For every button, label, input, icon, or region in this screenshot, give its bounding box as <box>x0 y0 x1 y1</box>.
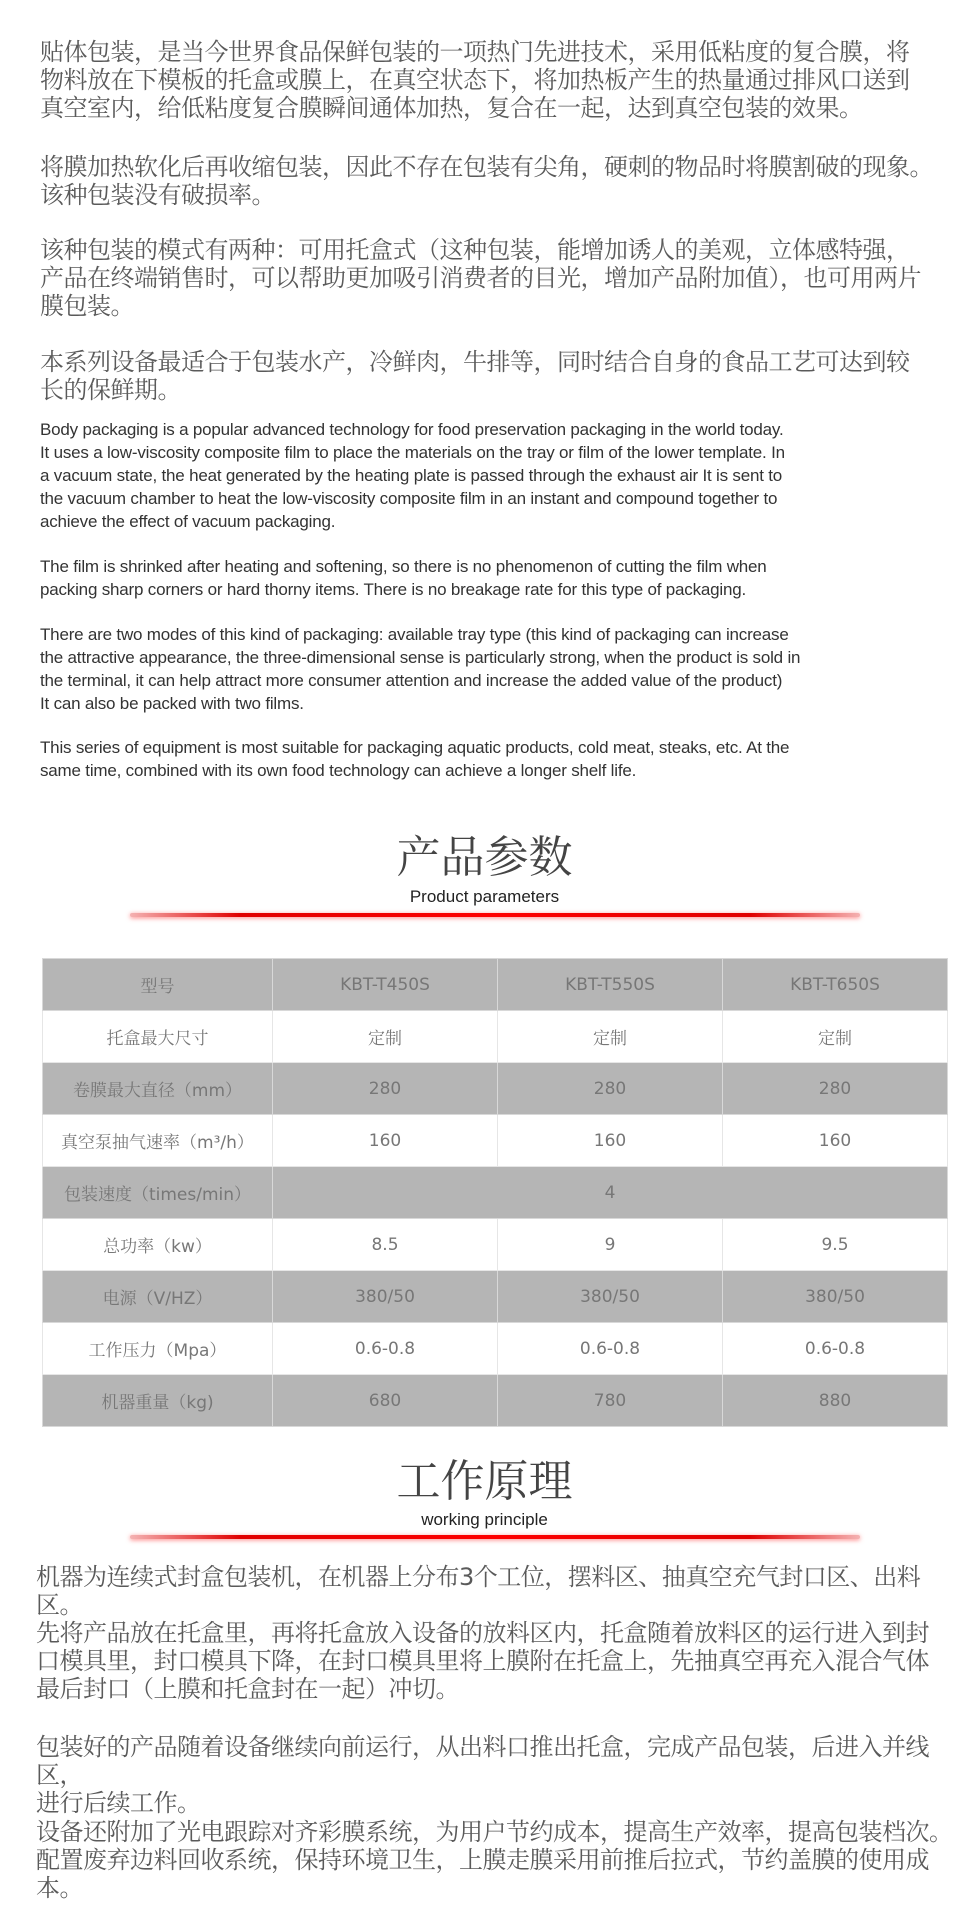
params-table <box>42 958 948 1427</box>
row-label-cell: 托盒最大尺寸 <box>43 1011 273 1063</box>
principle-paragraph-3: 包装好的产品随着设备继续向前运行，从出料口推出托盒，完成产品包装，后进入并线区， 进行后续工作。 <box>36 1733 929 1817</box>
intro-en-paragraph-4: This series of equipment is most suitable for packaging aquatic products, cold meat, steaks, etc. At the same time, combined with its own food technology can achieve a longer shelf life. <box>40 738 790 780</box>
intro-cn-paragraph-3: 该种包装的模式有两种：可用托盒式（这种包装，能增加诱人的美观，立体感特强， 产品在终端销售时，可以帮助更加吸引消费者的目光，增加产品附加值），也可用两片 膜包装。 <box>40 236 921 320</box>
value-cell: 280 <box>273 1063 498 1115</box>
principle-subtitle: working principle <box>421 1510 548 1529</box>
value-cell: 160 <box>273 1115 498 1167</box>
params-divider <box>130 913 860 917</box>
value-cell: KBT-T450S <box>273 959 498 1011</box>
value-cell: KBT-T650S <box>723 959 948 1011</box>
table-row <box>43 1375 948 1427</box>
value-cell: 160 <box>498 1115 723 1167</box>
intro-en-paragraph-1: Body packaging is a popular advanced technology for food preservation packaging in the world today. It uses a low-viscosity composite film to place the materials on the tray or film of the lower template. In a vacuum state, the heat generated by the heating plate is passed through the exhaust air It is sent to the vacuum chamber to heat the low-viscosity composite film in an instant and compound together to achieve the effect of vacuum packaging. <box>40 420 785 531</box>
principle-paragraph-2: 先将产品放在托盒里，再将托盒放入设备的放料区内，托盒随着放料区的运行进入到封 口模具里，封口模具下降，在封口模具里将上膜附在托盒上，先抽真空再充入混合气体 最后封口（上膜和托盒封在一起）冲切。 <box>36 1619 929 1703</box>
intro-cn-paragraph-4: 本系列设备最适合于包装水产，冷鲜肉，牛排等，同时结合自身的食品工艺可达到较 长的保鲜期。 <box>40 348 910 404</box>
row-label-cell: 电源（V/HZ） <box>43 1271 273 1323</box>
intro-en-paragraph-3: There are two modes of this kind of packaging: available tray type (this kind of packaging can increase the attractive appearance, the three-dimensional sense is particularly strong, when the product is sold in the terminal, it can help attract more consumer attention and increase the added value of the product) It can also be packed with two films. <box>40 625 801 713</box>
row-label-cell: 真空泵抽气速率（m³/h） <box>43 1115 273 1167</box>
row-label-cell: 包装速度（times/min） <box>43 1167 273 1219</box>
value-cell: 380/50 <box>498 1271 723 1323</box>
value-cell: 4 <box>273 1167 948 1219</box>
row-label-cell: 机器重量（kg) <box>43 1375 273 1427</box>
value-cell: 0.6-0.8 <box>498 1323 723 1375</box>
value-cell: 280 <box>723 1063 948 1115</box>
value-cell: 0.6-0.8 <box>723 1323 948 1375</box>
value-cell: 0.6-0.8 <box>273 1323 498 1375</box>
value-cell: 380/50 <box>723 1271 948 1323</box>
table-row <box>43 1219 948 1271</box>
principle-paragraph-1: 机器为连续式封盒包装机，在机器上分布3个工位，摆料区、抽真空充气封口区、出料区。 <box>36 1563 921 1619</box>
intro-cn-paragraph-1: 贴体包装，是当今世界食品保鲜包装的一项热门先进技术，采用低粘度的复合膜，将 物料放在下模板的托盒或膜上，在真空状态下，将加热板产生的热量通过排风口送到 真空室内，给低粘度复合膜瞬间通体加热，复合在一起，达到真空包装的效果。 <box>40 38 910 122</box>
principle-title: 工作原理 <box>396 1456 573 1507</box>
principle-paragraph-4: 设备还附加了光电跟踪对齐彩膜系统，为用户节约成本，提高生产效率，提高包装档次。 配置废弃边料回收系统，保持环境卫生，上膜走膜采用前推后拉式，节约盖膜的使用成本。 <box>36 1818 953 1902</box>
value-cell: 9 <box>498 1219 723 1271</box>
row-label-cell: 总功率（kw） <box>43 1219 273 1271</box>
params-subtitle: Product parameters <box>409 887 560 906</box>
value-cell: KBT-T550S <box>498 959 723 1011</box>
table-row <box>43 1167 948 1219</box>
value-cell: 780 <box>498 1375 723 1427</box>
table-row <box>43 1115 948 1167</box>
value-cell: 280 <box>498 1063 723 1115</box>
table-row <box>43 1011 948 1063</box>
value-cell: 680 <box>273 1375 498 1427</box>
value-cell: 880 <box>723 1375 948 1427</box>
value-cell: 定制 <box>498 1011 723 1063</box>
table-header-row <box>43 959 948 1011</box>
table-row <box>43 1271 948 1323</box>
value-cell: 定制 <box>723 1011 948 1063</box>
principle-divider <box>130 1535 860 1539</box>
table-row <box>43 1063 948 1115</box>
value-cell: 8.5 <box>273 1219 498 1271</box>
row-label-cell: 卷膜最大直径（mm） <box>43 1063 273 1115</box>
intro-cn-paragraph-2: 将膜加热软化后再收缩包装，因此不存在包装有尖角，硬刺的物品时将膜割破的现象。 该种包装没有破损率。 <box>40 153 933 209</box>
value-cell: 380/50 <box>273 1271 498 1323</box>
table-row <box>43 1323 948 1375</box>
intro-en-paragraph-2: The film is shrinked after heating and softening, so there is no phenomenon of cutting the film when packing sharp corners or hard thorny items. There is no breakage rate for this type of packaging. <box>40 557 767 599</box>
row-label-cell: 型号 <box>43 959 273 1011</box>
value-cell: 9.5 <box>723 1219 948 1271</box>
params-title: 产品参数 <box>396 832 573 883</box>
value-cell: 定制 <box>273 1011 498 1063</box>
row-label-cell: 工作压力（Mpa） <box>43 1323 273 1375</box>
value-cell: 160 <box>723 1115 948 1167</box>
